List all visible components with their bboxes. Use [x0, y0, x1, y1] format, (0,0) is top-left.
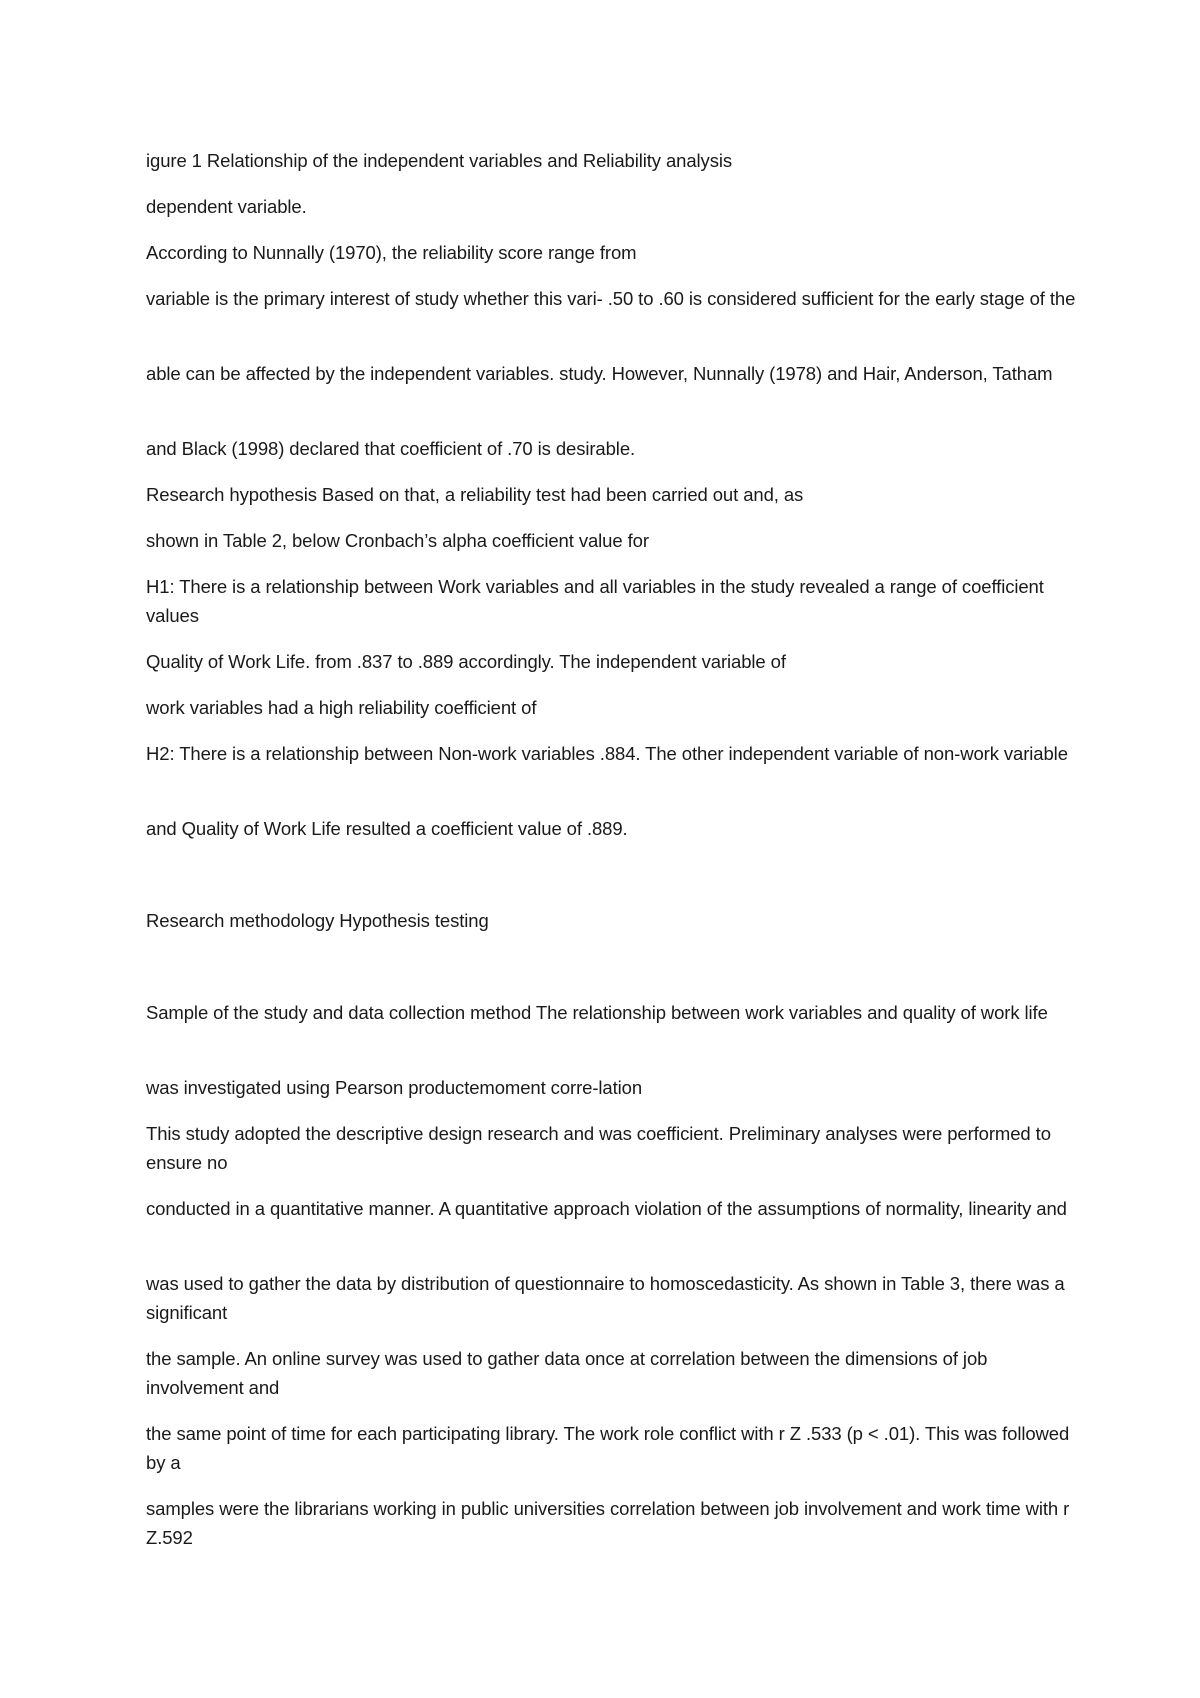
paragraph: samples were the librarians working in public universities correlation between job involvement and work time with r Z.592	[146, 1498, 1070, 1548]
paragraph: igure 1 Relationship of the independent variables and Reliability analysis	[146, 150, 733, 171]
paragraph: Research hypothesis Based on that, a reliability test had been carried out and, as	[146, 484, 804, 505]
paragraph: was used to gather the data by distribution of questionnaire to homoscedasticity. As shown in Table 3, there was a significant	[146, 1273, 1065, 1323]
paragraph: conducted in a quantitative manner. A quantitative approach violation of the assumptions of normality, linearity and	[146, 1198, 1067, 1219]
paragraph: H1: There is a relationship between Work variables and all variables in the study revealed a range of coefficient values	[146, 576, 1044, 626]
paragraph: Quality of Work Life. from .837 to .889 accordingly. The independent variable of	[146, 651, 786, 672]
paragraph: shown in Table 2, below Cronbach’s alpha coefficient value for	[146, 530, 649, 551]
paragraph: and Quality of Work Life resulted a coefficient value of .889.	[146, 818, 628, 839]
section-heading: Research methodology Hypothesis testing	[146, 910, 489, 931]
paragraph: able can be affected by the independent variables. study. However, Nunnally (1978) and Hair, Anderson, Tatham	[146, 363, 1053, 384]
paragraph: H2: There is a relationship between Non-work variables .884. The other independent variable of non-work variable	[146, 743, 1068, 764]
paragraph: dependent variable.	[146, 196, 307, 217]
paragraph: variable is the primary interest of study whether this vari- .50 to .60 is considered sufficient for the early stage of the	[146, 288, 1076, 309]
paragraph: This study adopted the descriptive design research and was coefficient. Preliminary analyses were performed to ensure no	[146, 1123, 1051, 1173]
paragraph: the sample. An online survey was used to gather data once at correlation between the dimensions of job involvement and	[146, 1348, 988, 1398]
paragraph: According to Nunnally (1970), the reliability score range from	[146, 242, 637, 263]
paragraph: work variables had a high reliability coefficient of	[146, 697, 537, 718]
paragraph: and Black (1998) declared that coefficient of .70 is desirable.	[146, 438, 636, 459]
paragraph: was investigated using Pearson productemoment corre-lation	[146, 1077, 643, 1098]
paragraph: Sample of the study and data collection method The relationship between work variables and quality of work life	[146, 1002, 1048, 1023]
paragraph: the same point of time for each participating library. The work role conflict with r Z .533 (p < .01). This was followed by a	[146, 1423, 1070, 1473]
